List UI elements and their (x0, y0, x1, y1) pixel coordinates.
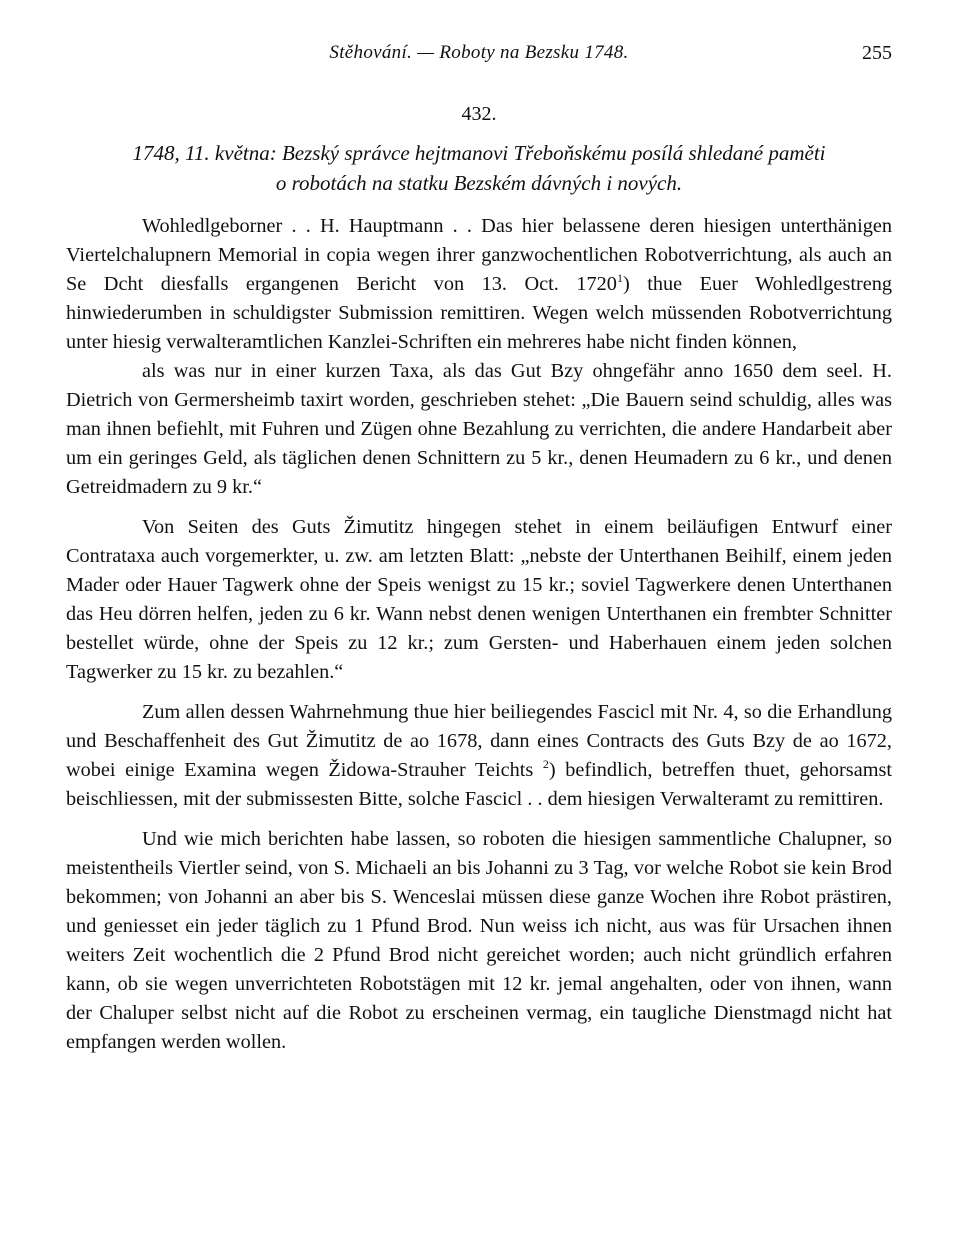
paragraph-1-text-a: Wohledlgeborner . . H. Hauptmann . . Das hier belassene deren hiesigen unterthänigen Viertelchalupnern Memorial in copia wegen ihrer ganzwochentlichen Robotverrichtung, als auch an Se Dcht diesfalls ergangenen Bericht von 13. Oct. 1720 (66, 215, 892, 295)
running-title: Stěhování. — Roboty na Bezsku 1748. (329, 42, 629, 63)
body-text (66, 212, 892, 1057)
document-heading (66, 138, 892, 198)
paragraph-1 (66, 212, 892, 357)
paragraph-4-text-b: ) befindlich, betreffen thuet, gehorsamst beischliessen, mit der submissesten Bitte, solche Fascicl . . dem hiesigen Verwalteramt zu remittiren. (66, 759, 892, 810)
document-page (66, 36, 892, 1057)
footnote-ref-1: 1 (616, 271, 623, 286)
paragraph-3: Von Seiten des Guts Žimutitz hingegen stehet in einem beiläufigen Entwurf einer Contrataxa auch vorgemerkter, u. zw. am letzten Blatt: „nebste der Unterthanen Beihilf, einem jeden Mader oder Hauer Tagwerk ohne der Speis wenigst zu 15 kr.; soviel Tagwerkere denen Unterthanen das Heu dörren helfen, jeden zu 6 kr. Wann nebst denen wenigen Unterthanen ein frembter Schnitter bestellet würde, ohne der Speis zu 12 kr.; zum Gersten- und Haberhauen einem jeden solchen Tagwerker zu 15 kr. zu bezahlen.“ (66, 516, 892, 683)
footnote-ref-2: 2 (542, 757, 549, 772)
document-heading-line-1: 1748, 11. května: Bezský správce hejtmanovi Třeboňskému posílá shledané paměti (132, 141, 826, 165)
paragraph-4 (66, 698, 892, 814)
paragraph-2: als was nur in einer kurzen Taxa, als das Gut Bzy ohngefähr anno 1650 dem seel. H. Dietrich von Germersheimb taxirt worden, geschrieben stehet: „Die Bauern seind schuldig, alles was man ihnen befiehlt, mit Fuhren und Zügen ohne Bezahlung zu verrichten, die andere Handarbeit aber um ein geringes Geld, als täglichen denen Schnittern zu 5 kr., denen Heumadern zu 6 kr., und denen Getreidmadern zu 9 kr.“ (66, 360, 892, 498)
paragraph-1-text-b: ) thue Euer Wohledlgestreng hinwiederumben in schuldigster Submission remittiren. Wegen welch müssenden Robotverrichtung unter hiesig verwalteramtlichen Kanzlei-Schriften ein mehreres habe nicht finden können, (66, 273, 893, 353)
paragraph-4-text-a: Zum allen dessen Wahrnehmung thue hier beiliegendes Fascicl mit Nr. 4, so die Erhandlung und Beschaffenheit des Gut Žimutitz de ao 1678, dann eines Contracts des Guts Bzy de ao 1672, wobei einige Examina wegen Židowa-Strauher Teichts (66, 701, 892, 781)
page-number: 255 (862, 42, 892, 64)
document-number: 432. (461, 103, 497, 125)
running-header (66, 36, 892, 76)
document-heading-line-2: o robotách na statku Bezském dávných i nových. (275, 171, 683, 195)
paragraph-5: Und wie mich berichten habe lassen, so roboten die hiesigen sammentliche Chalupner, so meistentheils Viertler seind, von S. Michaeli an bis Johanni zu 3 Tag, vor welche Robot sie kein Brod bekommen; von Johanni an aber bis S. Wenceslai müssen diese ganze Wochen ihre Robot prästiren, und geniesset ein jeder täglich zu 1 Pfund Brod. Nun weiss ich nicht, aus was für Ursachen ihnen weiters Zeit wochentlich die 2 Pfund Brod nicht gereichet worden; auch nicht gründlich erfahren kann, ob sie wegen unverrichteten Robotstägen mit 12 kr. jemal angehalten, oder von ihnen, wann der Chaluper selbst nicht auf die Robot zu erscheinen vermag, ein taugliche Dienstmagd nicht hat empfangen werden wollen. (66, 828, 892, 1053)
